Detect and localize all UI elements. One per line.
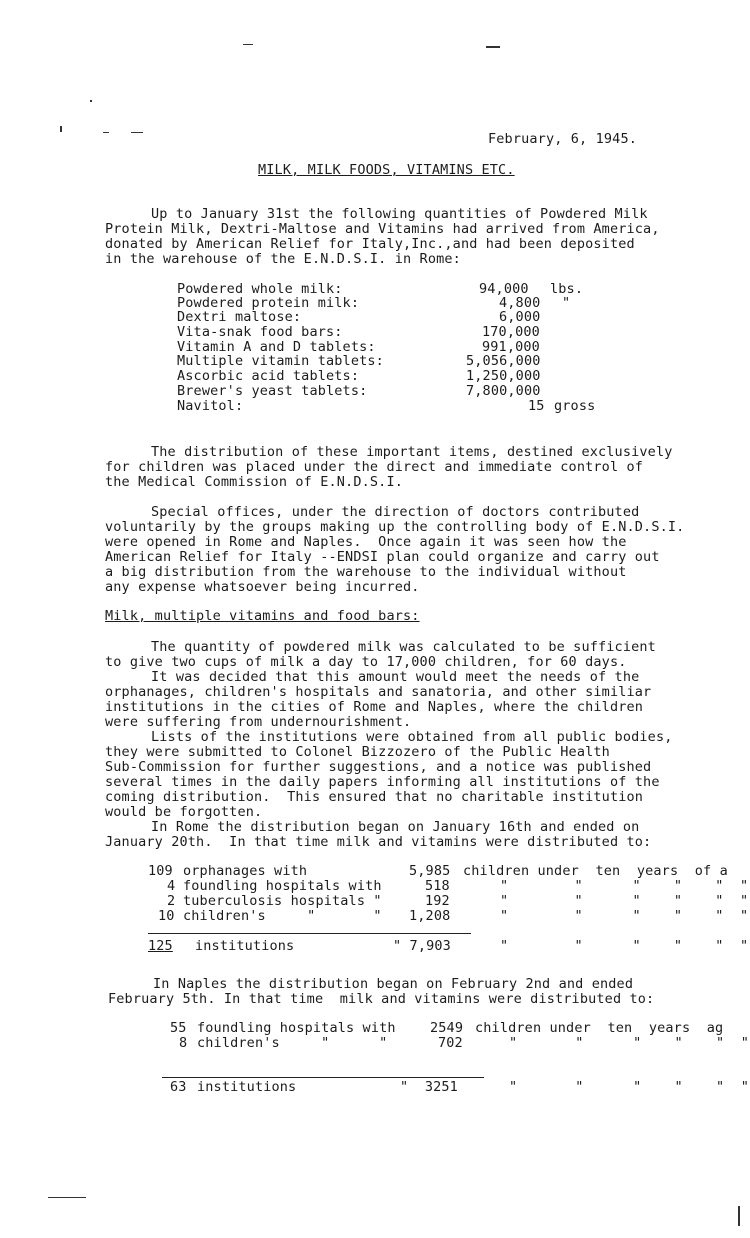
quantity-amount: 991,000 xyxy=(482,339,540,355)
quantity-amount: 6,000 xyxy=(499,309,541,325)
paragraph-line: would be forgotten. xyxy=(105,804,263,820)
institution-type: children's " " xyxy=(197,1035,388,1051)
quantity-amount: 1,250,000 xyxy=(466,368,541,384)
institution-count: 125 xyxy=(148,938,173,954)
paragraph-line: for children was placed under the direct and immediate control of xyxy=(105,459,644,475)
paragraph-line: In Naples the distribution began on February 2nd and ended xyxy=(153,976,634,992)
institution-type: institutions xyxy=(195,938,295,954)
document-date: February, 6, 1945. xyxy=(488,131,637,147)
table-rule xyxy=(148,933,471,934)
scan-mark xyxy=(60,126,62,132)
paragraph-line: institutions in the cities of Rome and Naples, where the children xyxy=(105,699,644,715)
quantity-unit: gross xyxy=(554,398,596,414)
children-count: 702 xyxy=(438,1035,463,1051)
scan-mark xyxy=(48,1197,86,1198)
institution-type: orphanages with xyxy=(183,863,308,879)
scan-mark xyxy=(90,100,92,102)
paragraph-line: In Rome the distribution began on January 16th and ended on xyxy=(151,819,640,835)
paragraph-line: coming distribution. This ensured that no charitable institution xyxy=(105,789,644,805)
quantity-unit: lbs. xyxy=(550,281,584,297)
paragraph-line: January 20th. In that time milk and vitamins were distributed to: xyxy=(105,834,652,850)
row-note: children under ten years ag xyxy=(475,1020,724,1036)
paragraph-line: Lists of the institutions were obtained from all public bodies, xyxy=(151,729,673,745)
quantity-amount: 7,800,000 xyxy=(466,383,541,399)
paragraph-line: to give two cups of milk a day to 17,000 children, for 60 days. xyxy=(105,654,627,670)
scan-mark xyxy=(486,46,500,48)
intro-line: Protein Milk, Dextri-Maltose and Vitamins had arrived from America, xyxy=(105,221,660,237)
paragraph-line: the Medical Commission of E.N.D.S.I. xyxy=(105,474,403,490)
children-count: 5,985 xyxy=(409,863,451,879)
children-count: " 3251 xyxy=(400,1079,458,1095)
institution-type: institutions xyxy=(197,1079,297,1095)
quantity-item: Vita-snak food bars: xyxy=(177,324,343,340)
paragraph-line: February 5th. In that time milk and vitamins were distributed to: xyxy=(108,991,655,1007)
quantity-item: Brewer's yeast tablets: xyxy=(177,383,368,399)
institution-count: 10 xyxy=(158,908,175,924)
scan-mark xyxy=(131,132,143,133)
row-note: " " " " " " xyxy=(500,893,749,909)
quantity-item: Navitol: xyxy=(177,398,244,414)
institution-type: foundling hospitals with xyxy=(197,1020,396,1036)
paragraph-line: The distribution of these important items, destined exclusively xyxy=(151,444,673,460)
intro-line: donated by American Relief for Italy,Inc.,and had been deposited xyxy=(105,236,635,252)
paragraph-line: any expense whatsoever being incurred. xyxy=(105,579,420,595)
paragraph-line: American Relief for Italy --ENDSI plan could organize and carry out xyxy=(105,549,660,565)
quantity-item: Powdered protein milk: xyxy=(177,295,360,311)
quantity-item: Multiple vitamin tablets: xyxy=(177,353,384,369)
institution-count: 109 xyxy=(148,863,173,879)
quantity-item: Vitamin A and D tablets: xyxy=(177,339,376,355)
row-note: " " " " " " xyxy=(500,938,749,954)
institution-count: 63 xyxy=(170,1079,187,1095)
paragraph-line: Sub-Commission for further suggestions, and a notice was published xyxy=(105,759,652,775)
quantity-amount: 170,000 xyxy=(482,324,540,340)
institution-type: children's " " xyxy=(183,908,382,924)
quantity-item: Dextri maltose: xyxy=(177,309,302,325)
paragraph-line: were opened in Rome and Naples. Once again it was seen how the xyxy=(105,534,627,550)
children-count: 192 xyxy=(425,893,450,909)
institution-count: 8 xyxy=(179,1035,188,1051)
section-heading: Milk, multiple vitamins and food bars: xyxy=(105,608,420,624)
scan-mark xyxy=(103,132,109,133)
quantity-amount: 4,800 xyxy=(499,295,541,311)
quantity-amount: 94,000 xyxy=(479,281,529,297)
quantity-unit: " xyxy=(562,295,571,311)
quantity-item: Ascorbic acid tablets: xyxy=(177,368,360,384)
row-note: " " " " " " xyxy=(509,1079,750,1095)
children-count: 1,208 xyxy=(409,908,451,924)
row-note: children under ten years of a xyxy=(463,863,728,879)
institution-count: 2 xyxy=(167,893,176,909)
table-total-row xyxy=(0,1079,750,1170)
institution-count: 55 xyxy=(170,1020,187,1036)
institution-type: tuberculosis hospitals " xyxy=(183,893,382,909)
institution-count: 4 xyxy=(167,878,176,894)
paragraph-line: they were submitted to Colonel Bizzozero of the Public Health xyxy=(105,744,610,760)
table-rule xyxy=(162,1077,484,1078)
paragraph-line: Special offices, under the direction of doctors contributed xyxy=(151,504,640,520)
paragraph-line: were suffering from undernourishment. xyxy=(105,714,412,730)
children-count: 2549 xyxy=(430,1020,464,1036)
row-note: " " " " " " xyxy=(500,878,749,894)
scan-mark xyxy=(243,44,253,45)
intro-line: in the warehouse of the E.N.D.S.I. in Rome: xyxy=(105,251,461,267)
children-count: 518 xyxy=(425,878,450,894)
document-title: MILK, MILK FOODS, VITAMINS ETC. xyxy=(258,162,515,178)
children-count: " 7,903 xyxy=(393,938,451,954)
quantity-item: Powdered whole milk: xyxy=(177,281,343,297)
paragraph-line: several times in the daily papers informing all institutions of the xyxy=(105,774,660,790)
paragraph-line: voluntarily by the groups making up the controlling body of E.N.D.S.I. xyxy=(105,519,685,535)
intro-line: Up to January 31st the following quantities of Powdered Milk xyxy=(151,206,648,222)
institution-type: foundling hospitals with xyxy=(183,878,382,894)
paragraph-line: orphanages, children's hospitals and sanatoria, and other similiar xyxy=(105,684,652,700)
quantity-amount: 15 xyxy=(528,398,545,414)
paragraph-line: a big distribution from the warehouse to the individual without xyxy=(105,564,627,580)
paragraph-line: The quantity of powdered milk was calculated to be sufficient xyxy=(151,639,656,655)
row-note: " " " " " " xyxy=(509,1035,750,1051)
row-note: " " " " " " xyxy=(500,908,749,924)
quantity-amount: 5,056,000 xyxy=(466,353,541,369)
scan-mark xyxy=(738,1206,740,1226)
paragraph-line: It was decided that this amount would meet the needs of the xyxy=(151,669,640,685)
